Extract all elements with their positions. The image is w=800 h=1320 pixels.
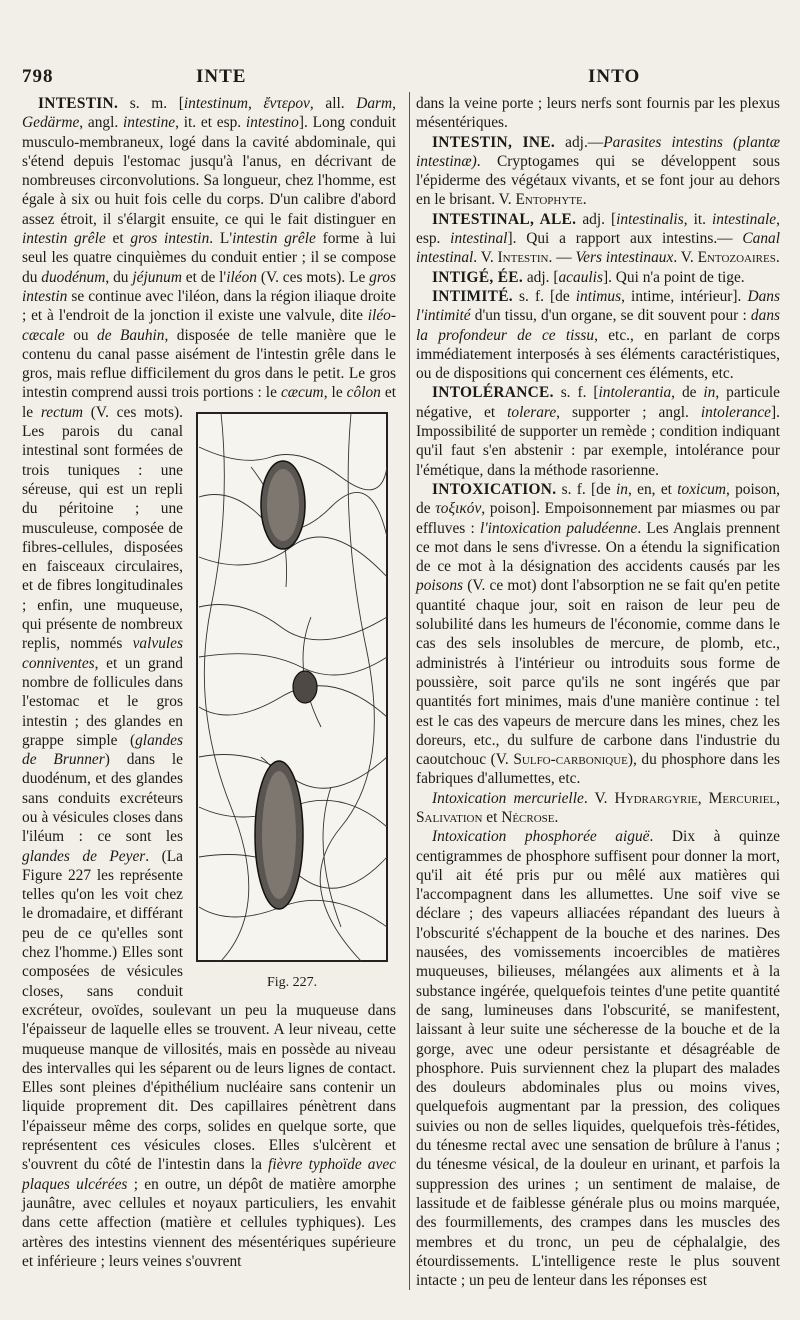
entry-intoxication-phosphoree: Intoxication phosphorée aiguë. Dix à quinze centigrammes de phosphore suffisent pour donner la mort, qu'il ait été pris pur ou mêlé aux matières qui l'accompagnent dans les allumettes. Une soif vive se déclare ; des vapeurs alliacées répandant des lueurs à l'obscurité s'échappent de la bouche et des narines. Des nausées, des vomissements incoercibles de matières muqueuses, bilieuses, mélangées aux aliments et à la substance ingérée, quelquefois teintes d'une petite quantité de sang, lumineuses dans l'obscurité, se manifestent, laissant à leur suite une sécheresse de la bouche et de la gorge, avec une odeur persistante et désagréable de phosphore. Puis surviennent chez la plupart des malades des douleurs abdominales plus ou moins vives, quelquefois augmentant par la pression, des coliques suivies ou non de selles liquides, quelquefois très-fétides, du ténesme rectal avec une sensation de brûlure à l'anus ; du ténesme vésical, de la douleur en urinant, et parfois la suppression des urines ; un sentiment de malaise, de lassitude et de faiblesse générale plus ou moins marquée, des fourmillements, des crampes dans les muscles des membres et du tronc, un peu de céphalalgie, des étourdissements. L'intelligence reste le plus souvent intacte ; un peu de lenteur dans les réponses est <box>416 828 780 1290</box>
headword: INTESTIN, INE. <box>432 133 555 151</box>
entry-intimite: INTIMITÉ. s. f. [de intimus, intime, intérieur]. Dans l'intimité d'un tissu, d'un organe, se dit souvent pour : dans la profondeur de ce tissu, etc., en parlant de corps immédiatement interposés à ses éléments caractéristiques, ou de dispositions qui concernent ces éléments, etc. <box>416 287 780 383</box>
entry-intestinal: INTESTINAL, ALE. adj. [intestinalis, it. intestinale, esp. intestinal]. Qui a rapport aux intestins.— Canal intestinal. V. Intestin. — Vers intestinaux. V. Entozoaires. <box>416 210 780 267</box>
peyer-patches-illustration <box>191 407 396 967</box>
left-column <box>22 94 396 1271</box>
headword: INTIMITÉ. <box>432 287 513 305</box>
headword: INTESTINAL, ALE. <box>432 210 577 228</box>
headword: INTESTIN. <box>38 95 119 112</box>
running-header <box>0 66 800 92</box>
entry-intestin: INTESTIN. s. m. [intestinum, ἔντερον, all. Darm, Gedärme, angl. intestine, it. et esp. intestino]. Long conduit musculo-membraneux, logé dans la cavité abdominale, qui s'étend depuis l'estomac jusqu'à l'anus, en décrivant de nombreuses circonvolutions. Sa longueur, chez l'homme, est égale à six ou huit fois celle du corps. D'un calibre d'abord assez étroit, il s'élargit ensuite, ce qui le fait distinguer en intestin grêle et gros intestin. L'intestin grêle forme à lui seul les quatre cinquièmes du conduit entier ; il se compose du duodénum, du jéjunum et de l'iléon (V. ces mots). Le gros intestin se continue avec l'iléon, dans la région iliaque droite ; et à l'endroit de la jonction il existe une valvule, dite iléo-cæcale ou de Bauhin, disposée de telle manière que le contenu du canal passe aisément de l'intestin grêle dans le gros, mais reflue difficilement du gros dans le petit. Le gros intestin comprend aussi trois portions : le Fig. 227. cæcum, le côlon et le rectum (V. ces mots). Les parois du canal intestinal sont formées de trois tuniques : une séreuse, qui est un repli du péritoine ; une musculeuse, composée de fibres-cellules, disposées en faisceaux circulaires, et de fibres longitudinales ; enfin, une muqueuse, qui présente de nombreux replis, nommés valvules conniventes, et un grand nombre de follicules dans l'estomac et le gros intestin ; des glandes en grappe simple (glandes de Brunner) dans le duodénum, et des glandes sans conduits excréteurs ou à vésicules closes dans l'iléum : ce sont les glandes de Peyer. (La Figure 227 les représente telles qu'on les voit chez le dromadaire, et différant peu de ce qu'elles sont chez l'homme.) Elles sont composées de vésicules closes, sans conduit excréteur, ovoïdes, soulevant un peu la muqueuse dans l'épaisseur de laquelle elles se trouvent. A leur niveau, cette muqueuse manque de villosités, mais en possède au niveau des intervalles qui les séparent ou de leurs lignes de contact. Elles sont pleines d'épithélium nucléaire sans contenir un liquide proprement dit. Des capillaires pénètrent dans l'épaisseur même des corps, solides en quelque sorte, que représentent ces vésicules closes. Elles s'ulcèrent et s'ouvrent du côté de l'intestin dans la fièvre typhoïde avec plaques ulcérées ; en outre, un dépôt de matière amorphe jaunâtre, avec cellules et noyaux particuliers, les envahit dans cette affection (matière et cellules typhiques). Les artères des intestins viennent des mésentériques supérieure et inférieure ; leurs veines s'ouvrent <box>22 95 397 1270</box>
column-divider <box>409 92 410 1290</box>
entry-intolerance: INTOLÉRANCE. s. f. [intolerantia, de in, particule négative, et tolerare, supporter ; angl. intolerance]. Impossibilité de supporter un remède ; condition indiquant qu'il faut s'en abstenir : par exemple, intolérance pour l'émétique, dans la méthode rasorienne. <box>416 384 780 479</box>
figure-caption: Fig. 227. <box>267 974 318 990</box>
entry-intoxication-mercurielle: Intoxication mercurielle. V. Hydrargyrie, Mercuriel, Salivation et Nécrose. <box>416 789 780 826</box>
headword: INTIGÉ, ÉE. <box>432 268 523 286</box>
headword: INTOLÉRANCE. <box>432 384 554 402</box>
headword: INTOXICATION. <box>432 480 557 498</box>
figure-227 <box>191 407 396 997</box>
continuation-text: dans la veine porte ; leurs nerfs sont fournis par les plexus mésentériques. <box>416 95 780 132</box>
right-column <box>416 94 780 1290</box>
guide-word-right: INTO <box>588 66 641 87</box>
page-number: 798 <box>22 66 54 87</box>
entry-intige: INTIGÉ, ÉE. adj. [acaulis]. Qui n'a point de tige. <box>432 268 745 286</box>
guide-word-left: INTE <box>196 66 247 87</box>
entry-intestin-adj: INTESTIN, INE. adj.—Parasites intestins (plantæ intestinæ). Cryptogames qui se développent sous l'épiderme des végétaux vivants, et se font jour au dehors en le brisant. V. Entophyte. <box>416 133 780 209</box>
entry-intoxication: INTOXICATION. s. f. [de in, en, et toxicum, poison, de τοξικόν, poison]. Empoisonnement par miasmes ou par effluves : l'intoxication paludéenne. Les Anglais prennent ce mot dans le sens d'ivresse. On a étendu la signification de ce mot à la désignation des accidents causés par les poisons (V. ce mot) dont l'absorption ne se fait qu'en petite quantité chaque jour, soit en raison de leur peu de solubilité dans les humeurs de l'économie, comme dans le cas des sels insolubles de mercure, de plomb, etc., administrés à l'intérieur ou introduits sous forme de poussière, soit parce qu'ils ne sont ingérés que par quantités fort minimes, mais d'une manière continue : tel est le cas des vapeurs de mercure dans les mines, chez les doreurs, etc., du sulfure de carbone dans l'industrie du caoutchouc (V. Sulfo-carbonique), du phosphore dans les fabriques d'allumettes, etc. <box>416 480 781 788</box>
